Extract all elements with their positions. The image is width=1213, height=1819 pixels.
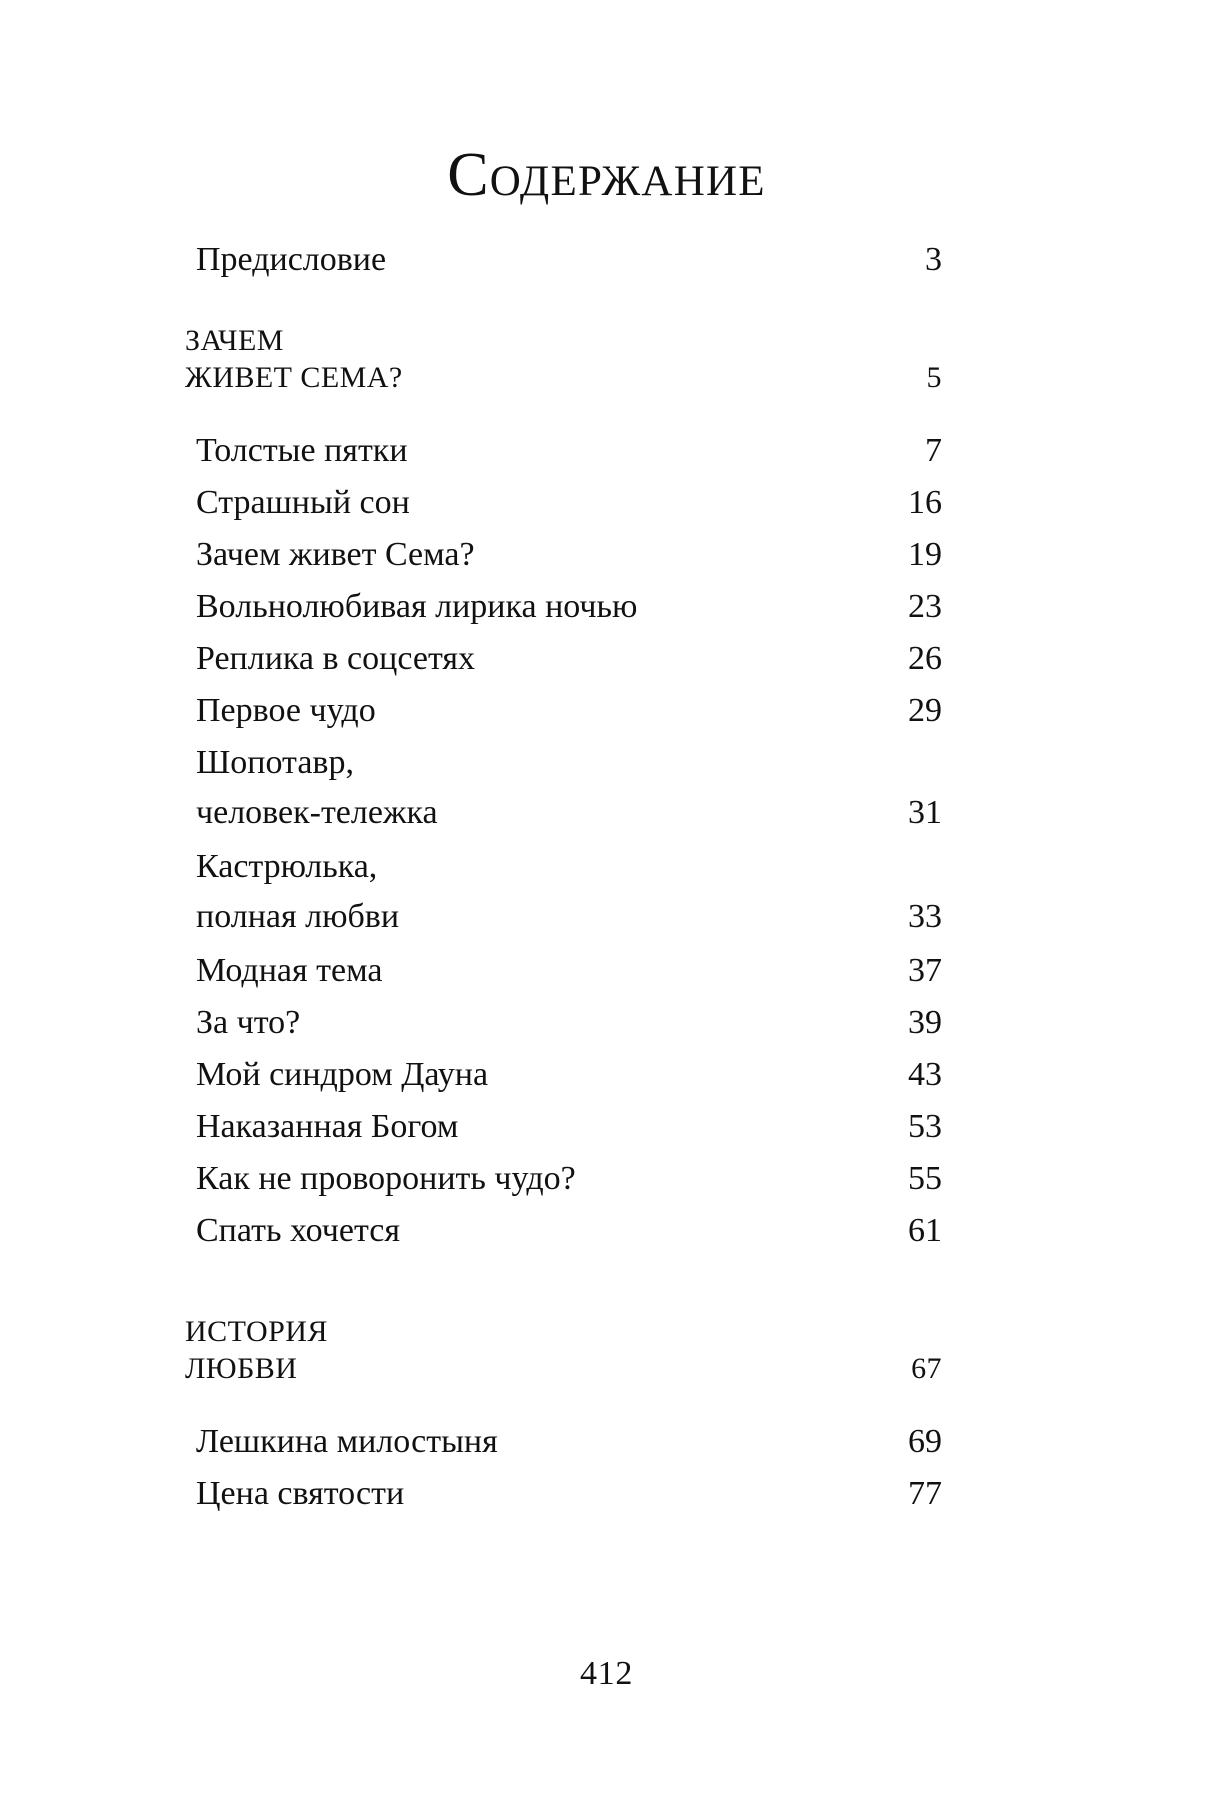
toc-entry[interactable] xyxy=(196,746,942,850)
toc-entry-label: Шопотавр, xyxy=(196,744,354,782)
page-title: Содержание xyxy=(447,141,766,209)
toc-entry[interactable] xyxy=(196,1006,942,1058)
toc-entry-page: 29 xyxy=(908,692,942,730)
toc-row[interactable] xyxy=(196,1425,942,1459)
toc-entry-label: полная любви xyxy=(196,898,400,936)
spacer xyxy=(185,1387,942,1425)
toc-entry-label: Мой синдром Дауна xyxy=(196,1056,489,1094)
toc-entry[interactable] xyxy=(196,1162,942,1214)
toc-entry-page: 7 xyxy=(925,432,942,470)
toc-entry-page: 16 xyxy=(908,484,942,522)
toc-entry[interactable] xyxy=(196,1477,942,1529)
toc-entry-page: 43 xyxy=(908,1056,942,1094)
toc-entry-label: Первое чудо xyxy=(196,692,376,730)
toc-entry[interactable] xyxy=(196,1425,942,1477)
toc-entry-label: Вольнолюбивая лирика ночью xyxy=(196,588,638,626)
toc-entry[interactable] xyxy=(196,1110,942,1162)
spacer xyxy=(185,1266,942,1292)
toc-row[interactable] xyxy=(185,360,942,397)
toc-row[interactable] xyxy=(196,1477,942,1511)
toc-entry-page: 19 xyxy=(908,536,942,574)
toc-entry-label: Наказанная Богом xyxy=(196,1108,459,1146)
page-folio: 412 xyxy=(579,1655,634,1692)
toc-row[interactable] xyxy=(196,1214,942,1248)
toc-entry-label: Лешкина милостыня xyxy=(196,1423,498,1461)
toc-entry[interactable] xyxy=(196,538,942,590)
toc-row[interactable] xyxy=(196,243,942,277)
toc-row[interactable] xyxy=(196,486,942,520)
toc-row[interactable] xyxy=(196,796,942,850)
toc-entry-label: Модная тема xyxy=(196,952,383,990)
toc-entry-page: 3 xyxy=(925,241,942,278)
toc-row[interactable] xyxy=(196,642,942,676)
toc-entry-label: Спать хочется xyxy=(196,1212,400,1250)
toc-part-heading[interactable] xyxy=(185,323,942,396)
toc-row[interactable] xyxy=(196,1058,942,1092)
toc-row[interactable] xyxy=(196,434,942,468)
toc-entry-front-matter[interactable] xyxy=(196,243,942,291)
toc-entry-label: человек-тележка xyxy=(196,794,438,832)
toc-entry[interactable] xyxy=(196,850,942,954)
toc-entry[interactable] xyxy=(196,1214,942,1266)
toc-entry-label: Предисловие xyxy=(196,241,387,278)
toc-row[interactable] xyxy=(196,1162,942,1196)
toc-entry-page: 33 xyxy=(908,898,942,936)
toc-row[interactable] xyxy=(196,1006,942,1040)
toc-entry[interactable] xyxy=(196,642,942,694)
toc-part-page: 67 xyxy=(911,1351,942,1385)
toc-entry[interactable] xyxy=(196,434,942,486)
toc-part-page: 5 xyxy=(926,360,942,394)
toc-entry[interactable] xyxy=(196,694,942,746)
toc-entry-label: За что? xyxy=(196,1004,301,1042)
toc-row[interactable] xyxy=(196,590,942,624)
toc-entry-page: 31 xyxy=(908,794,942,832)
toc-entry[interactable] xyxy=(196,486,942,538)
spacer xyxy=(185,291,942,301)
toc-list xyxy=(185,243,942,1529)
toc-part-heading-line: ИСТОРИЯ xyxy=(185,1315,328,1349)
toc-entry[interactable] xyxy=(196,1058,942,1110)
toc-part-heading[interactable] xyxy=(185,1314,942,1387)
toc-entry-page: 23 xyxy=(908,588,942,626)
toc-entry-page: 26 xyxy=(908,640,942,678)
spacer xyxy=(185,396,942,434)
toc-entry[interactable] xyxy=(196,590,942,642)
toc-entry-page: 37 xyxy=(908,952,942,990)
toc-part-heading-line: ЖИВЕТ СЕМА? xyxy=(185,360,403,394)
toc-entry-page: 55 xyxy=(908,1160,942,1198)
toc-entry-page: 39 xyxy=(908,1004,942,1042)
toc-part-heading-line: ЛЮБВИ xyxy=(185,1351,298,1385)
toc-entry-label: Цена святости xyxy=(196,1475,405,1513)
toc-row[interactable] xyxy=(196,694,942,728)
toc-entry-page: 61 xyxy=(908,1212,942,1250)
toc-entry[interactable] xyxy=(196,954,942,1006)
toc-entry-label: Страшный сон xyxy=(196,484,410,522)
toc-entry-label: Как не проворонить чудо? xyxy=(196,1160,576,1198)
toc-row[interactable] xyxy=(185,1351,942,1388)
toc-row[interactable] xyxy=(196,900,942,954)
toc-entry-page: 69 xyxy=(908,1423,942,1461)
toc-entry-label: Реплика в соцсетях xyxy=(196,640,475,678)
toc-row[interactable] xyxy=(196,954,942,988)
toc-entry-label: Толстые пятки xyxy=(196,432,408,470)
toc-entry-page: 53 xyxy=(908,1108,942,1146)
toc-part-heading-line: ЗАЧЕМ xyxy=(185,324,284,357)
toc-entry-page: 77 xyxy=(908,1475,942,1513)
toc-row[interactable] xyxy=(196,1110,942,1144)
toc-entry-label: Кастрюлька, xyxy=(196,848,378,886)
toc-entry-label: Зачем живет Сема? xyxy=(196,536,475,574)
toc-row[interactable] xyxy=(196,538,942,572)
